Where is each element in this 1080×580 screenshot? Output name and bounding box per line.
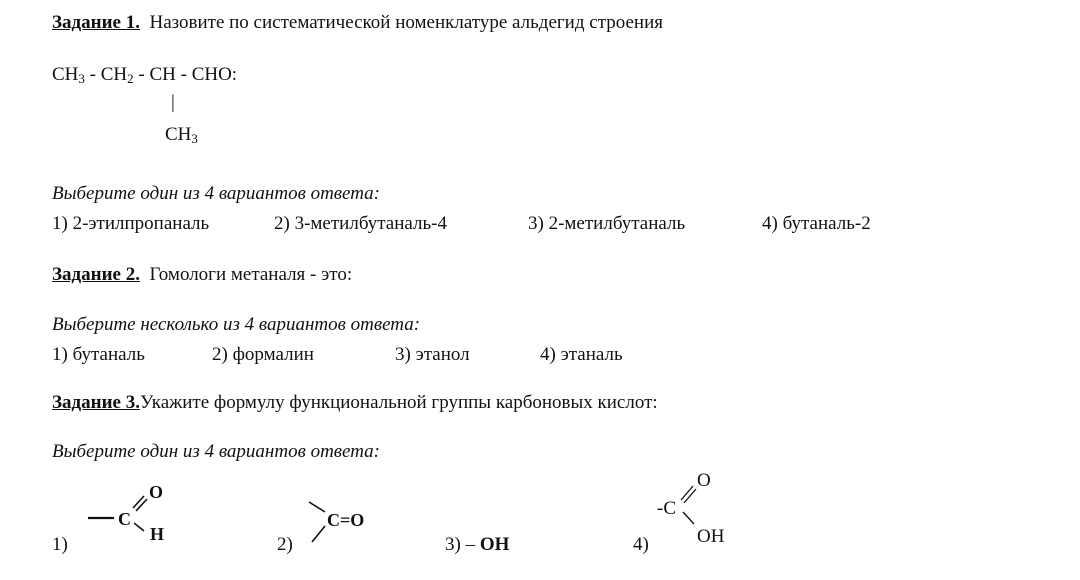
task3-text: Укажите формулу функциональной группы карбоновых кислот: [139,392,658,413]
task3-option-3[interactable] [445,534,509,556]
atom-c: C [118,509,131,529]
task3-option-2-structure[interactable] [303,496,383,548]
task1-instruction: Выберите один из 4 вариантов ответа: [52,183,381,204]
task1-option-1[interactable]: 1) 2-этилпропаналь [52,213,210,234]
atom-h: H [150,524,165,544]
double-bond-line [133,496,144,508]
task2-text: Гомологи метаналя - это: [149,264,353,285]
formula-ch3: CH [52,64,79,85]
formula-sub: 3 [78,71,85,86]
task1-option-4[interactable]: 4) бутаналь-2 [762,213,871,234]
task3-option-3-number: 3) – [445,534,476,555]
task3-heading [52,392,658,414]
bond-line [134,523,144,531]
bond-line [309,502,325,512]
task2-instruction: Выберите несколько из 4 вариантов ответа: [52,314,421,335]
task1-heading [52,12,663,34]
task1-text: Назовите по систематической номенклатуре альдегид строения [149,12,663,33]
task1-formula-main [52,64,237,86]
task2-option-4[interactable]: 4) этаналь [540,344,623,365]
formula-ch2: - CH [84,64,128,85]
atom-oh: OH [697,526,725,547]
task1-option-3[interactable]: 3) 2-метилбутаналь [528,213,686,234]
formula-rest: - CH - CHO: [133,64,238,85]
task3-instruction: Выберите один из 4 вариантов ответа: [52,441,381,462]
double-bond-line [136,499,147,511]
task1-option-2[interactable]: 2) 3-метилбутаналь-4 [274,213,447,234]
bond-line [312,526,325,542]
task3-label: Задание 3. [52,392,140,413]
carbonyl-text: C=O [327,510,365,530]
task2-option-2[interactable]: 2) формалин [212,344,314,365]
double-bond-line [684,489,696,503]
formula-branch-ch3 [165,124,198,146]
task3-option-4-number[interactable]: 4) [633,534,649,555]
task1-label: Задание 1. [52,12,140,33]
task3-option-2-number[interactable]: 2) [277,534,293,555]
hydroxyl-group: OH [479,534,510,555]
branch-ch: CH [165,124,192,145]
task2-option-1[interactable]: 1) бутаналь [52,344,145,365]
atom-o: O [697,470,711,491]
formula-branch-bar: | [171,92,175,113]
bond-line [683,512,694,524]
task2-option-3[interactable]: 3) этанол [395,344,470,365]
double-bond-line [681,486,693,500]
task3-option-1-number[interactable]: 1) [52,534,68,555]
atom-c: -C [657,498,676,519]
task2-label: Задание 2. [52,264,140,285]
branch-sub: 3 [191,131,198,146]
atom-o: O [149,482,164,502]
task3-option-1-structure[interactable] [84,478,194,548]
task3-option-4-structure[interactable] [655,466,755,550]
task2-heading [52,264,352,286]
formula-sub: 2 [127,71,134,86]
